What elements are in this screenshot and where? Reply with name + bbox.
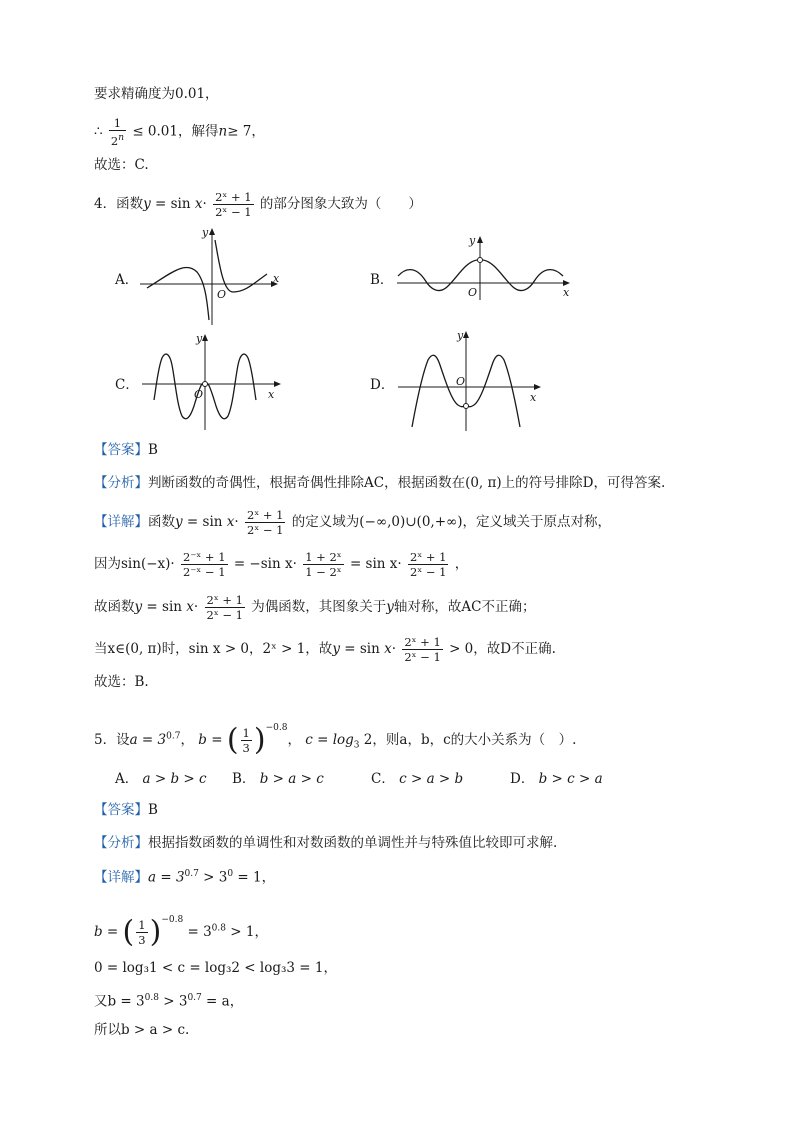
- axis-x-label: x: [273, 272, 280, 285]
- q5-detail-5: 所以b > a > c.: [94, 1022, 190, 1038]
- fraction: $\frac{\text{2ˣ + 1}}{\text{2ˣ − 1}}$: [247, 508, 284, 537]
- inequality-line: ∴ $\frac{1}{2^n}$ ≤ 0.01，解得n≥ 7，: [94, 116, 265, 148]
- graph-a: [135, 222, 285, 327]
- q4-detail-4: 当x∈(0, π)时，sin x > 0，2ˣ > 1，故y = sin x· $\frac{\text{2ˣ + 1}}{\text{2ˣ − 1}}$ > 0，故D不正确.: [94, 635, 556, 664]
- q5-detail-1: 【详解】$a = 3^{0.7} > 3^0 = 1$，: [94, 869, 276, 886]
- axis-y-label: y: [457, 329, 464, 342]
- fraction: $\frac{1}{3}$: [138, 918, 146, 947]
- origin-label: O: [456, 375, 466, 388]
- axis-x-label: x: [563, 286, 570, 299]
- axis-x-label: x: [268, 388, 275, 401]
- q4-analysis: 【分析】判断函数的奇偶性，根据奇偶性排除AC，根据函数在(0, π)上的符号排除D，可得答案.: [94, 475, 666, 491]
- fraction: $\frac{1}{2^n}$: [110, 116, 125, 148]
- q5-detail-2: b = ( $\frac{1}{3}$ )$^{-0.8} = 3^{0.8} > 1$，: [94, 914, 268, 950]
- fraction: $\frac{\text{2ˣ + 1}}{\text{2ˣ − 1}}$: [215, 190, 252, 219]
- q5-option-b: B． b > a > c: [232, 771, 324, 787]
- q5-detail-3: 0 = log₃1 < c = log₃2 < log₃3 = 1，: [94, 960, 337, 976]
- q4-detail-3: 故函数y = sin x· $\frac{\text{2ˣ + 1}}{\text{2ˣ − 1}}$ 为偶函数，其图象关于y轴对称，故AC不正确；: [94, 593, 536, 622]
- q4-stem: 4．函数y = sin x· $\frac{\text{2ˣ + 1}}{\text{2ˣ − 1}}$ 的部分图象大致为（ ）: [94, 190, 422, 219]
- fraction: $\frac{\text{2ˣ + 1}}{\text{2ˣ − 1}}$: [410, 550, 447, 579]
- axis-x-label: x: [530, 391, 537, 404]
- graph-d: [396, 325, 546, 435]
- origin-label: O: [217, 288, 227, 301]
- graph-b: [395, 232, 575, 302]
- axis-y-label: y: [469, 234, 476, 247]
- option-a-label: A．: [115, 272, 139, 288]
- axis-y-label: y: [196, 332, 203, 345]
- q5-answer: 【答案】B: [94, 802, 158, 818]
- fraction: $\frac{1}{3}$: [242, 726, 250, 755]
- q4-choose: 故选：B.: [94, 674, 149, 690]
- q5-analysis: 【分析】根据指数函数的单调性和对数函数的单调性并与特殊值比较即可求解.: [94, 835, 558, 851]
- origin-label: O: [194, 388, 204, 401]
- q4-answer: 【答案】B: [94, 442, 158, 458]
- option-d-label: D．: [370, 377, 395, 393]
- choose-line: 故选：C.: [94, 157, 149, 173]
- option-c-label: C．: [115, 377, 139, 393]
- origin-label: O: [468, 286, 478, 299]
- q4-detail-2: 因为sin(−x)· $\frac{\text{2⁻ˣ + 1}}{\text{2⁻ˣ − 1}}$ = −sin x· $\frac{\text{1 + 2ˣ}}{\text{1 − 2ˣ}}$ = sin x· $\frac{\text{2ˣ + 1}}{\text{2ˣ − 1}}$ ，: [94, 550, 469, 579]
- option-b-label: B．: [370, 272, 394, 288]
- graph-c: [140, 330, 285, 432]
- q4-detail-1: 【详解】函数y = sin x· $\frac{\text{2ˣ + 1}}{\text{2ˣ − 1}}$ 的定义域为(−∞,0)∪(0,+∞)，定义域关于原点对称，: [94, 508, 612, 537]
- fraction: $\frac{\text{2ˣ + 1}}{\text{2ˣ − 1}}$: [404, 635, 441, 664]
- q5-option-c: C． c > a > b: [371, 771, 464, 787]
- precision-line: 要求精确度为0.01，: [94, 86, 219, 102]
- axis-y-label: y: [202, 226, 209, 239]
- q5-stem: 5．设$a = 3^{0.7}$， b = ( $\frac{1}{3}$ )$^{-0.8}$， $c = \log_3 2$，则a，b，c的大小关系为（ ）.: [94, 722, 577, 758]
- fraction: $\frac{\text{1 + 2ˣ}}{\text{1 − 2ˣ}}$: [305, 550, 342, 579]
- fraction: $\frac{\text{2⁻ˣ + 1}}{\text{2⁻ˣ − 1}}$: [183, 550, 226, 579]
- q5-option-a: A． a > b > c: [115, 771, 207, 787]
- fraction: $\frac{\text{2ˣ + 1}}{\text{2ˣ − 1}}$: [206, 593, 243, 622]
- q5-option-d: D． b > c > a: [510, 771, 603, 787]
- q5-detail-4: 又$b = 3^{0.8} > 3^{0.7} = a$，: [94, 993, 244, 1010]
